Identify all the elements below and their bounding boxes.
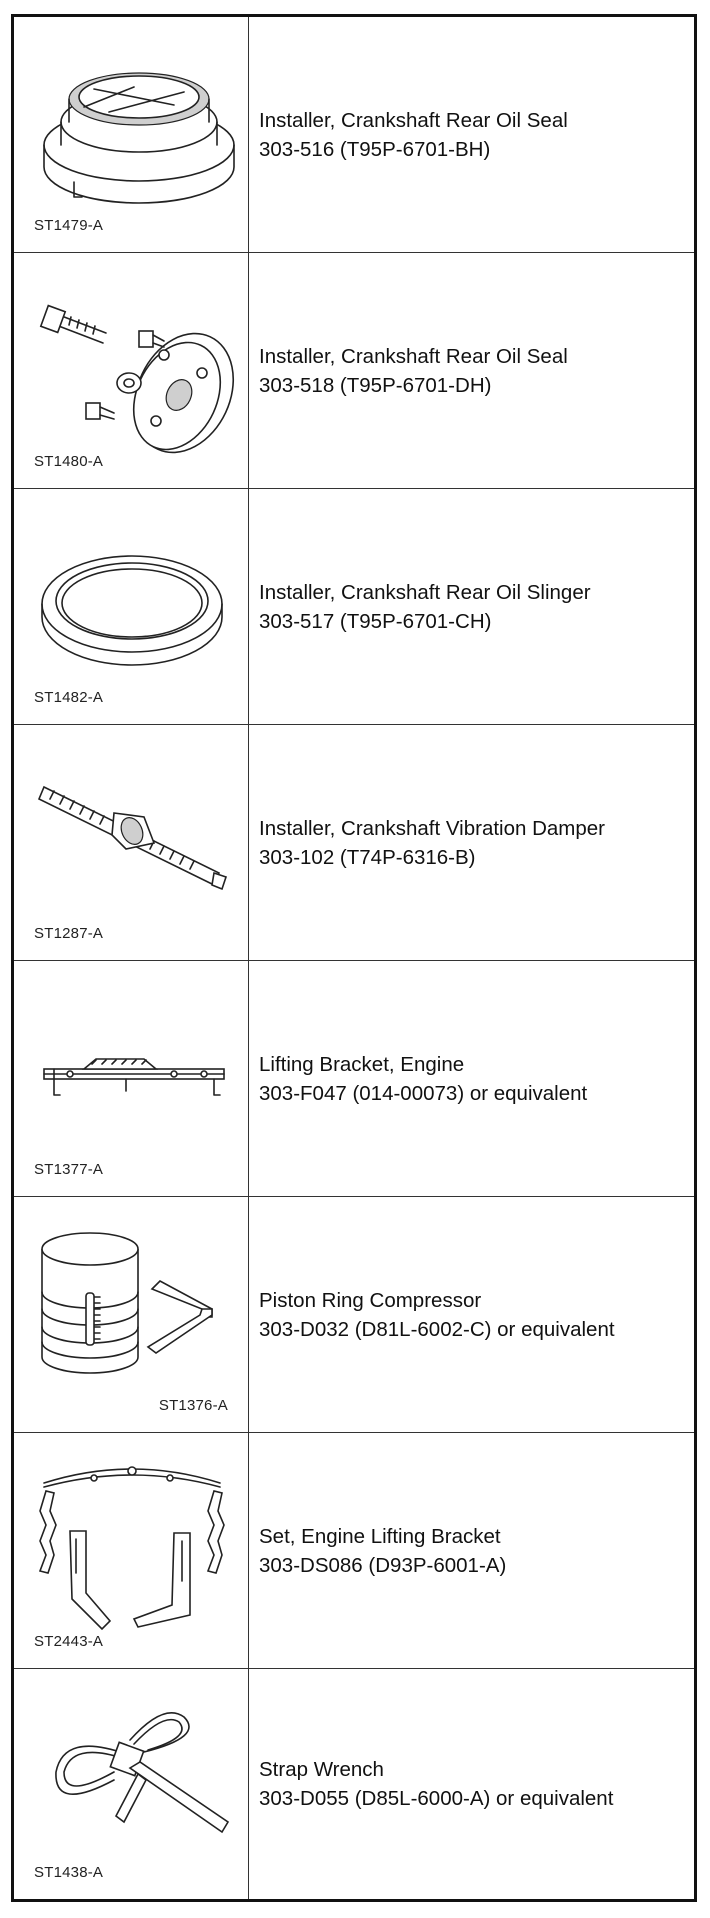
tool-illustration-cell [14, 17, 249, 252]
table-row [14, 1197, 694, 1433]
figure-reference: ST1287-A [34, 925, 104, 942]
tool-description-cell [259, 489, 688, 724]
tool-name: Piston Ring Compressor [259, 1288, 482, 1312]
tool-illustration-cell [14, 489, 249, 724]
tool-description-cell [259, 725, 688, 960]
figure-reference: ST1377-A [34, 1161, 104, 1178]
tool-description-cell [259, 961, 688, 1196]
tool-description-cell [259, 17, 688, 252]
tool-description-cell [259, 1197, 688, 1432]
tool-name: Installer, Crankshaft Rear Oil Slinger [259, 580, 591, 604]
tool-name: Installer, Crankshaft Vibration Damper [259, 816, 606, 840]
table-row [14, 17, 694, 253]
tool-name: Strap Wrench [259, 1758, 384, 1781]
tool-description-cell [259, 253, 688, 488]
tool-illustration-cell [14, 725, 249, 960]
tool-number: 303-102 (T74P-6316-B) [259, 845, 476, 869]
tool-number: 303-DS086 (D93P-6001-A) [259, 1553, 507, 1577]
figure-reference: ST1438-A [34, 1864, 104, 1881]
tool-number: 303-D055 (D85L-6000-A) or equivalent [259, 1787, 614, 1810]
special-tools-table [11, 14, 697, 1902]
figure-reference: ST1479-A [34, 217, 104, 234]
tool-illustration-cell [14, 961, 249, 1196]
tool-name: Set, Engine Lifting Bracket [259, 1524, 501, 1548]
table-row [14, 1433, 694, 1669]
tool-name: Installer, Crankshaft Rear Oil Seal [259, 108, 568, 132]
tool-illustration-cell [14, 1669, 249, 1899]
table-row [14, 961, 694, 1197]
figure-reference: ST2443-A [34, 1633, 104, 1650]
figure-reference: ST1482-A [34, 689, 104, 706]
tool-illustration-cell [14, 253, 249, 488]
tool-description-cell [259, 1433, 688, 1668]
tool-illustration-cell [14, 1433, 249, 1668]
tool-number: 303-F047 (014-00073) or equivalent [259, 1081, 588, 1105]
tool-name: Lifting Bracket, Engine [259, 1052, 465, 1076]
table-row [14, 1669, 694, 1899]
tool-number: 303-517 (T95P-6701-CH) [259, 609, 492, 633]
figure-reference: ST1480-A [34, 453, 104, 470]
tool-description-cell [259, 1669, 688, 1899]
tool-name: Installer, Crankshaft Rear Oil Seal [259, 344, 568, 368]
tool-illustration-cell [14, 1197, 249, 1432]
figure-reference: ST1376-A [158, 1397, 228, 1414]
table-row [14, 725, 694, 961]
tool-number: 303-518 (T95P-6701-DH) [259, 373, 492, 397]
table-row [14, 253, 694, 489]
table-row [14, 489, 694, 725]
tool-number: 303-516 (T95P-6701-BH) [259, 137, 491, 161]
tool-number: 303-D032 (D81L-6002-C) or equivalent [259, 1317, 615, 1341]
